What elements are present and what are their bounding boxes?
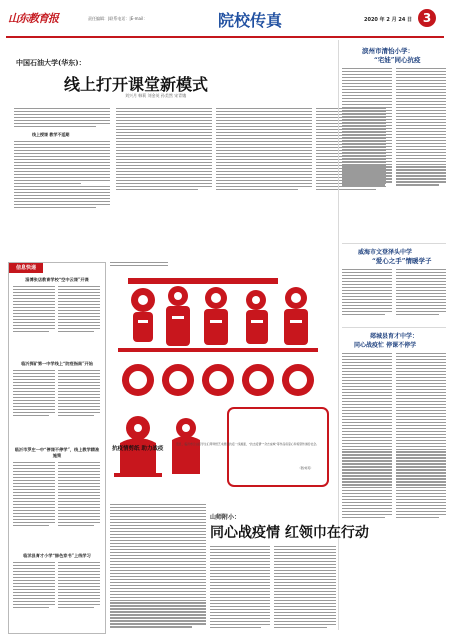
artwork-caption-note: 近日，临沂市兰山区学生们用剪纸艺术展现抗疫一线画面，“抗击疫情”“众志成城”等作品将爱心和希望传递给社会。 [176,442,319,446]
bottom-col-1 [110,504,206,630]
right-mid-title: “爱心之手”情暖学子 [372,257,432,265]
brief-box-label: 信息快递 [9,263,43,273]
bottom-story-kicker: 山师附小： [210,514,241,521]
right-top-title: “宅娃”同心抗疫 [374,56,421,64]
page-number-badge: 3 [418,9,436,27]
brief-item-title: 临沂市罗庄一中“停课不停学”，线上教学精准施策 [14,447,100,458]
lead-byline: 刘兴月 韩莉 刘金英 孙美然 宋青娥 [125,93,187,98]
masthead [6,6,444,36]
section-title: 院校传真 [218,11,283,30]
brief-box [8,262,106,634]
right-low-kicker: 郯城县育才中学： [370,333,419,340]
brief-item-title: 临沂探矿第一中学线上“防疫指南”开始 [21,361,93,366]
right-mid-kicker: 威海市文登泽头中学 [358,249,413,256]
brief-item-title: 临沭县育才小学“绿色家书”上线学习 [23,553,91,558]
right-low-title: 同心战疫忙 停课不停学 [354,342,417,349]
artwork-caption-title: 抗疫情剪纸 助力战疫 [112,446,164,452]
artwork-credit: （图/刘英） [298,466,313,470]
bottom-story-title: 同心战疫情 红领巾在行动 [210,525,369,541]
brief-item-title: 淄博张店教育学校“空中云课”开课 [25,277,89,282]
lead-col-1 [14,108,110,258]
bottom-col-3 [274,546,336,630]
masthead-rule [6,36,444,38]
right-low-article [342,331,446,520]
issue-date: 2020 年 2 月 24 日 [364,17,413,23]
right-top-article [342,46,446,187]
lead-subhead-1: 线上授课 教学不延期 [32,132,70,138]
editor-contact: 责任编辑：|联系电话：|E-mail： [88,16,148,21]
lead-col-2 [116,108,212,258]
newspaper-logo: 山东教育报 [8,12,58,25]
papercut-artwork [108,268,336,500]
bottom-col-2 [210,546,270,630]
right-mid-article [342,247,446,317]
right-top-kicker: 滨州市清怡小学： [362,47,414,55]
lead-title: 线上打开课堂新模式 [64,75,209,94]
lead-col-3 [216,108,312,258]
lead-kicker: 中国石油大学(华东)： [16,58,86,67]
